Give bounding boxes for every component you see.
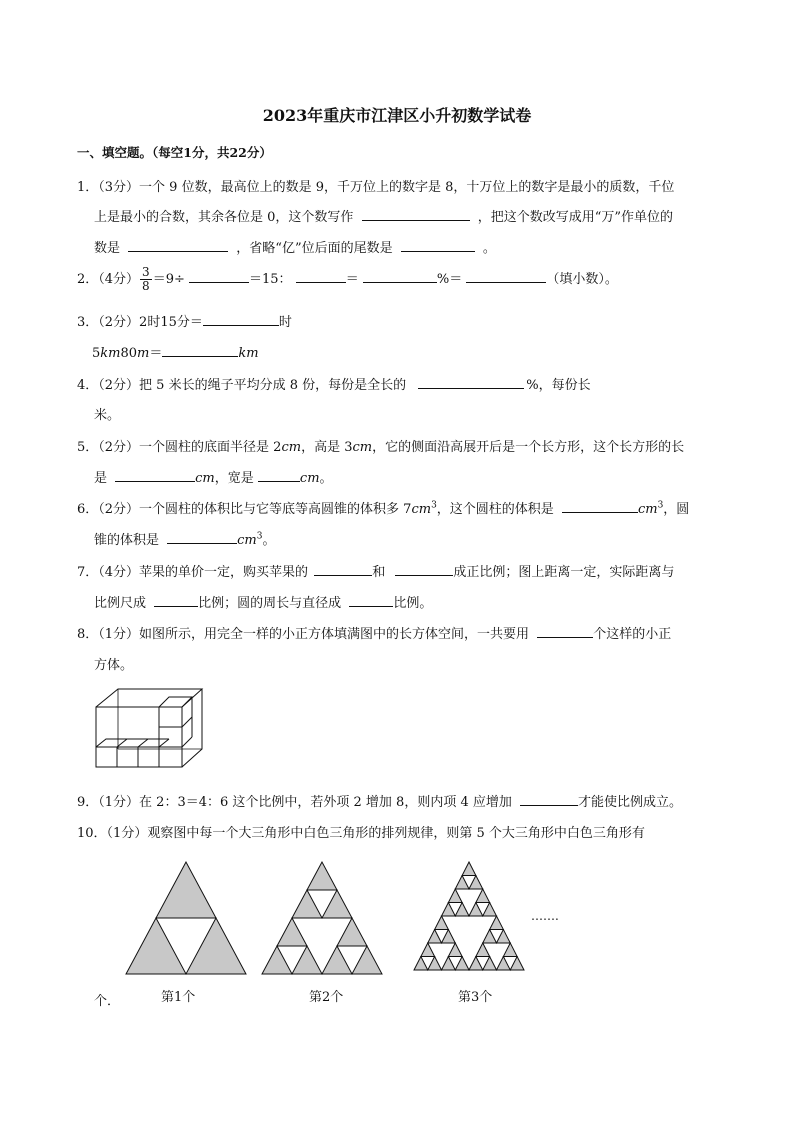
answer-blank[interactable] bbox=[395, 563, 453, 576]
question-1-text-d: ，省略“亿”位后面的尾数是 bbox=[236, 241, 393, 256]
question-4-line-2: 米。 bbox=[94, 408, 121, 423]
answer-blank[interactable] bbox=[520, 793, 578, 806]
answer-blank[interactable] bbox=[363, 270, 437, 283]
answer-blank[interactable] bbox=[258, 469, 300, 482]
question-1-text-a: 上是最小的合数，其余各位是 0，这个数写作 bbox=[94, 210, 354, 225]
question-8-line-2: 方体。 bbox=[94, 658, 134, 673]
question-4-text-a: 4．（2分）把 5 米长的绳子平均分成 8 份，每份是全长的 bbox=[77, 378, 407, 393]
question-3-text-c: 5 bbox=[92, 346, 101, 361]
exponent: 3 bbox=[431, 500, 437, 511]
question-3-text-a: 3．（2分）2时15分＝ bbox=[77, 315, 203, 330]
unit-km: km bbox=[100, 346, 121, 361]
answer-blank[interactable] bbox=[314, 563, 372, 576]
question-3-line-2 bbox=[92, 342, 259, 361]
question-3-text-d: 80 bbox=[120, 346, 138, 361]
exponent: 3 bbox=[657, 500, 664, 511]
question-6-text-c: ，圆 bbox=[663, 502, 690, 517]
question-5-line-2 bbox=[94, 467, 333, 486]
question-7-text-a: 7．（4分）苹果的单价一定，购买苹果的 bbox=[77, 565, 309, 580]
answer-blank[interactable] bbox=[167, 531, 237, 544]
answer-blank[interactable] bbox=[203, 313, 279, 326]
unit-cm: cm bbox=[299, 471, 320, 486]
question-3-text-e: ＝ bbox=[149, 346, 163, 361]
question-5-text-c: ，它的侧面沿高展开后是一个长方形，这个长方形的长 bbox=[372, 440, 685, 455]
answer-blank[interactable] bbox=[154, 594, 198, 607]
question-2-text-a: ＝9÷ bbox=[152, 272, 185, 287]
caption-figure-3: 第3个 bbox=[458, 990, 493, 1005]
answer-blank[interactable] bbox=[418, 376, 524, 389]
sierpinski-triangle-3 bbox=[412, 860, 526, 972]
answer-blank[interactable] bbox=[296, 270, 346, 283]
question-2-prefix: 2．（4分） bbox=[77, 272, 140, 287]
question-1-line-1: 1．（3分）一个 9 位数，最高位上的数是 9，千万位上的数字是 8，十万位上的数字是最小的质数，千位 bbox=[77, 180, 675, 195]
question-8-text-b: 个这样的小正 bbox=[593, 627, 672, 642]
answer-blank[interactable] bbox=[115, 469, 195, 482]
unit-m: m bbox=[137, 346, 150, 361]
answer-blank[interactable] bbox=[537, 625, 593, 638]
answer-blank[interactable] bbox=[189, 270, 249, 283]
question-1-text-b: ，把这个数改写成用“万”作单位的 bbox=[477, 210, 673, 225]
unit-km: km bbox=[238, 346, 259, 361]
question-2-text-d: %＝ bbox=[436, 272, 463, 287]
question-8-line-1 bbox=[77, 623, 671, 642]
question-5-text-d: 是 bbox=[94, 471, 108, 486]
question-7-text-f: 比例。 bbox=[393, 596, 433, 611]
unit-cm: cm bbox=[237, 533, 257, 548]
unit-cm: cm bbox=[411, 502, 432, 517]
question-6-text-e: 。 bbox=[262, 533, 276, 548]
question-7-text-b: 和 bbox=[372, 565, 386, 580]
fraction-numerator: 3 bbox=[142, 265, 150, 279]
sierpinski-triangle-2 bbox=[260, 860, 384, 976]
question-10-line-1: 10．（1分）观察图中每一个大三角形中白色三角形的排列规律，则第 5 个大三角形中白色三角形有 bbox=[77, 826, 645, 841]
unit-cm: cm bbox=[281, 440, 302, 455]
question-5-text-b: ，高是 3 bbox=[301, 440, 353, 455]
answer-blank[interactable] bbox=[162, 344, 238, 357]
exponent: 3 bbox=[256, 531, 263, 542]
answer-blank[interactable] bbox=[562, 500, 638, 513]
question-7-text-c: 成正比例；图上距离一定，实际距离与 bbox=[453, 565, 675, 580]
answer-blank[interactable] bbox=[349, 594, 393, 607]
question-8-text-a: 8．（1分）如图所示，用完全一样的小正方体填满图中的长方体空间，一共要用 bbox=[77, 627, 530, 642]
question-10-line-2: 个． bbox=[94, 994, 121, 1009]
caption-figure-1: 第1个 bbox=[161, 990, 196, 1005]
question-3-line-1 bbox=[77, 311, 292, 330]
question-4-text-b: %，每份长 bbox=[526, 378, 591, 393]
question-7-text-e: 比例；圆的周长与直径成 bbox=[198, 596, 342, 611]
unit-cm: cm bbox=[195, 471, 215, 486]
page-title: 2023年重庆市江津区小升初数学试卷 bbox=[262, 106, 532, 125]
answer-blank[interactable] bbox=[401, 239, 475, 252]
question-2-text-c: ＝ bbox=[345, 272, 359, 287]
answer-blank[interactable] bbox=[128, 239, 228, 252]
question-3-text-b: 时 bbox=[278, 315, 292, 330]
question-4-line-1 bbox=[77, 374, 591, 393]
question-5-text-e: ，宽是 bbox=[214, 471, 254, 486]
answer-blank[interactable] bbox=[362, 208, 470, 221]
sierpinski-triangle-1 bbox=[124, 860, 248, 976]
question-6-line-2 bbox=[94, 529, 276, 548]
question-6-text-b: ，这个圆柱的体积是 bbox=[436, 502, 554, 517]
question-6-text-a: 6．（2分）一个圆柱的体积比与它等底等高圆锥的体积多 7 bbox=[77, 502, 412, 517]
question-1-text-e: 。 bbox=[482, 241, 496, 256]
question-7-text-d: 比例尺成 bbox=[94, 596, 147, 611]
unit-cm: cm bbox=[637, 502, 658, 517]
question-5-text-f: 。 bbox=[319, 471, 333, 486]
fraction bbox=[140, 266, 152, 293]
section-heading: 一、填空题。（每空1分，共22分） bbox=[77, 145, 272, 160]
unit-cm: cm bbox=[352, 440, 373, 455]
question-6-text-d: 锥的体积是 bbox=[94, 533, 160, 548]
question-2-text-e: （填小数）。 bbox=[546, 272, 618, 287]
question-1-text-c: 数是 bbox=[94, 241, 121, 256]
question-9-line bbox=[77, 791, 682, 810]
answer-blank[interactable] bbox=[466, 270, 546, 283]
question-2-line bbox=[77, 266, 618, 293]
question-7-line-2 bbox=[94, 592, 432, 611]
question-1-line-3 bbox=[94, 237, 496, 256]
continuation-dots: ……. bbox=[531, 909, 559, 923]
fraction-denominator: 8 bbox=[142, 279, 150, 293]
question-9-text-a: 9．（1分）在 2：3＝4：6 这个比例中，若外项 2 增加 8，则内项 4 应增加 bbox=[77, 795, 512, 810]
caption-figure-2: 第2个 bbox=[309, 990, 344, 1005]
question-5-text-a: 5．（2分）一个圆柱的底面半径是 2 bbox=[77, 440, 282, 455]
question-7-line-1 bbox=[77, 561, 674, 580]
question-1-line-2 bbox=[94, 206, 673, 225]
question-5-line-1 bbox=[77, 436, 684, 455]
question-6-line-1 bbox=[77, 498, 689, 517]
cuboid-figure bbox=[92, 685, 204, 771]
question-2-text-b: ＝15： bbox=[249, 272, 292, 287]
question-9-text-b: 才能使比例成立。 bbox=[578, 795, 683, 810]
